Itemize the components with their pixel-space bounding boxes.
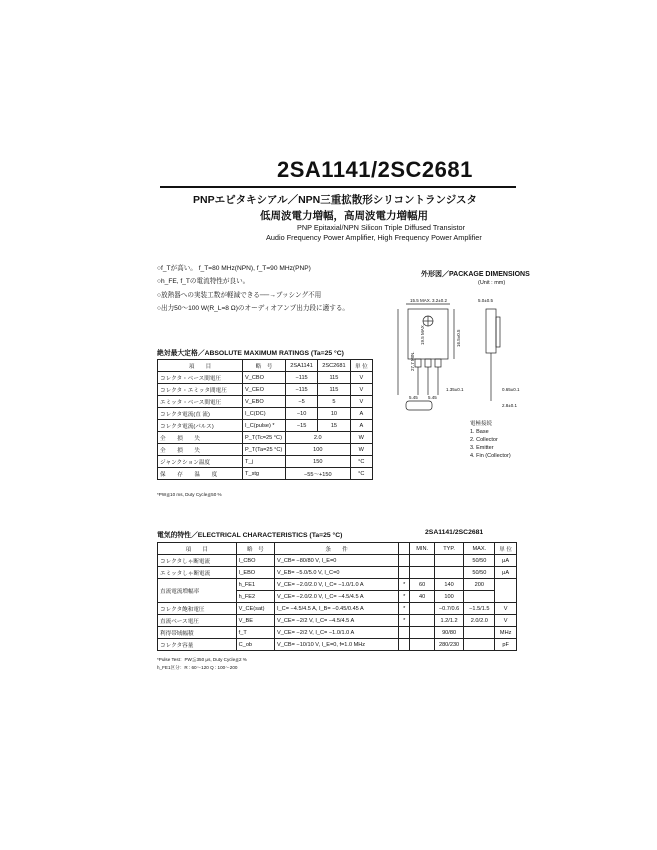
feature-item: ○出力50～100 W(R_L=8 Ω)のオーディオアンプ出力段に適する。 [157,304,350,312]
unit-cell: °C [350,468,372,480]
header-cell: 単 位 [495,543,517,555]
typ-cell: 90/80 [434,627,464,639]
header-cell: 単 位 [350,360,372,372]
symbol-cell: f_T [236,627,274,639]
pin-item: 4. Fin (Collector) [470,453,511,459]
package-unit: (Unit : mm) [478,280,506,286]
param-cell: 保 存 温 度 [158,468,243,480]
max-cell: 50/50 [464,555,495,567]
symbol-cell: I_C(DC) [243,408,286,420]
table-row [158,615,517,627]
table-row [158,579,517,591]
dim-label: 19.5 MAX. [420,323,425,345]
subtitle-en1: PNP Epitaxial/NPN Silicon Triple Diffused Transistor [297,223,466,232]
dim-label: 3.2±0.2 [432,298,447,303]
unit-cell [495,579,517,603]
symbol-cell: h_FE2 [236,591,274,603]
symbol-cell: h_FE1 [236,579,274,591]
elec-title: 電気的特性／ELECTRICAL CHARACTERISTICS (Ta=25 °C) [157,532,343,539]
lead-shoulder [415,359,421,367]
param-cell: 直流ベース電圧 [158,615,237,627]
pin-legend-title: 電極接続 [470,421,493,427]
table-row [158,384,373,396]
value-cell: −115 [285,384,317,396]
unit-cell: μA [495,555,517,567]
header-cell: 2SC2681 [318,360,350,372]
dim-label: 15.5 MAX. [410,298,432,303]
header-cell: 条 件 [275,543,399,555]
value-cell: 100 [285,444,350,456]
max-cell: 2.0/2.0 [464,615,495,627]
table-row [158,567,517,579]
min-cell: 60 [410,579,434,591]
table-header-row [158,360,373,372]
unit-cell: W [350,444,372,456]
mark-cell [399,627,410,639]
abs-note: *PW≦10 ms, Duty Cycle≦50 % [157,492,222,497]
param-cell: エミッタ・ベース間電圧 [158,396,243,408]
symbol-cell: V_EBO [243,396,286,408]
header-cell: MIN. [410,543,434,555]
table-row [158,432,373,444]
typ-cell: −0.7/0.6 [434,603,464,615]
dim-label: 5.45 [428,395,437,400]
param-cell: ジャンクション温度 [158,456,243,468]
table-row [158,468,373,480]
mark-cell: * [399,579,410,591]
elec-part: 2SA1141/2SC2681 [425,529,484,536]
symbol-cell: C_ob [236,639,274,651]
page-title: 2SA1141/2SC2681 [277,157,473,182]
table-row [158,456,373,468]
value-cell: 5 [318,396,350,408]
subtitle-en2: Audio Frequency Power Amplifier, High Frequency Power Amplifier [266,233,482,242]
header-cell: 略 号 [236,543,274,555]
dim-label: 16.5±0.5 [456,329,461,347]
subtitle-jp: PNPエピタキシアル／NPN三重拡散形シリコントランジスタ [193,194,477,206]
lead-shoulder [435,359,441,367]
package-title: 外形図／PACKAGE DIMENSIONS [421,271,530,278]
unit-cell: A [350,420,372,432]
value-cell: 2.0 [285,432,350,444]
typ-cell: 280/230 [434,639,464,651]
condition-cell: V_CE= −2/2 V, I_C= −1.0/1.0 A [275,627,399,639]
param-cell: コレクタ・エミッタ間電圧 [158,384,243,396]
unit-cell: μA [495,567,517,579]
header-cell: 項 目 [158,543,237,555]
unit-cell: V [350,396,372,408]
max-cell: −1.5/1.5 [464,603,495,615]
max-cell [464,627,495,639]
header-cell: MAX. [464,543,495,555]
value-cell: −5 [285,396,317,408]
symbol-cell: V_CEO [243,384,286,396]
unit-cell: V [350,372,372,384]
param-cell: 直流電流増幅率 [158,579,237,603]
symbol-cell: T_stg [243,468,286,480]
title-rule [160,186,516,188]
table-row [158,627,517,639]
value-cell: −55～+150 [285,468,350,480]
typ-cell [434,567,464,579]
unit-cell: pF [495,639,517,651]
value-cell: 15 [318,420,350,432]
min-cell [410,567,434,579]
unit-cell: MHz [495,627,517,639]
feature-list [157,262,349,315]
symbol-cell: I_CBO [236,555,274,567]
subtitle-jp2: 低周波電力増幅，高周波電力増幅用 [260,210,428,222]
value-cell: 115 [318,384,350,396]
typ-cell [434,555,464,567]
mark-cell: * [399,615,410,627]
typ-cell: 1.2/1.2 [434,615,464,627]
elec-note-rank: h_FE1区分：R : 60～120 Q : 100～200 [157,665,238,670]
param-cell: コレクタ容量 [158,639,237,651]
param-cell: エミッタしゃ断電流 [158,567,237,579]
max-cell: 200 [464,579,495,591]
value-cell: 10 [318,408,350,420]
side-fin [496,317,500,347]
table-header-row [158,543,517,555]
mark-cell: * [399,603,410,615]
param-cell: コレクタ・ベース間電圧 [158,372,243,384]
min-cell [410,555,434,567]
value-cell: −115 [285,372,317,384]
lead-shoulder [425,359,431,367]
min-cell [410,627,434,639]
min-cell [410,639,434,651]
condition-cell: V_CB= −10/10 V, I_E=0, f=1.0 MHz [275,639,399,651]
mark-cell [399,567,410,579]
pin-item: 1. Base [470,429,489,435]
mark-cell [399,555,410,567]
feature-item: ○放熱器への実装工数が軽減できる──→ブッシング不用 [157,291,322,299]
dim-label: 27.7 MIN. [410,351,415,371]
condition-cell: V_CE= −2.0/2.0 V, I_C= −4.5/4.5 A [275,591,399,603]
min-cell [410,603,434,615]
symbol-cell: T_j [243,456,286,468]
table-row [158,408,373,420]
mark-cell: * [399,591,410,603]
unit-cell: A [350,408,372,420]
symbol-cell: V_CBO [243,372,286,384]
table-row [158,420,373,432]
symbol-cell: I_C(pulse) * [243,420,286,432]
symbol-cell: V_BE [236,615,274,627]
dim-label: 0.65±0.1 [502,387,520,392]
symbol-cell: P_T(Ta=25 °C) [243,444,286,456]
table-row [158,372,373,384]
elec-note-pulse: *Pulse Test：PW≦350 μs, Duty Cycle≦2 % [157,657,247,662]
header-cell: 項 目 [158,360,243,372]
dim-label: 5.0±0.5 [478,298,493,303]
unit-cell: V [495,603,517,615]
header-cell: 略 号 [243,360,286,372]
condition-cell: V_CE= −2/2 V, I_C= −4.5/4.5 A [275,615,399,627]
table-row [158,639,517,651]
pin-legend [470,420,511,460]
side-body [486,309,496,353]
typ-cell: 140 [434,579,464,591]
abs-ratings-table [157,359,373,480]
max-cell: 50/50 [464,567,495,579]
feature-item: ○h_FE, f_Tの電流特性が良い。 [157,278,250,286]
dim-label: 2.8±0.1 [502,403,517,408]
typ-cell: 100 [434,591,464,603]
dim-label: 5.45 [409,395,418,400]
param-cell: コレクタしゃ断電流 [158,555,237,567]
value-cell: 150 [285,456,350,468]
condition-cell: V_EB= −5.0/5.0 V, I_C=0 [275,567,399,579]
max-cell [464,639,495,651]
param-cell: コレクタ電流(直 流) [158,408,243,420]
min-cell [410,615,434,627]
table-row [158,603,517,615]
value-cell: −10 [285,408,317,420]
param-cell: コレクタ飽和電圧 [158,603,237,615]
condition-cell: V_CB= −80/80 V, I_E=0 [275,555,399,567]
param-cell: コレクタ電流(パルス) [158,420,243,432]
param-cell: 全 損 失 [158,432,243,444]
table-row [158,444,373,456]
param-cell: 利得帯域幅積 [158,627,237,639]
symbol-cell: I_EBO [236,567,274,579]
table-row [158,396,373,408]
symbol-cell: P_T(Tc=25 °C) [243,432,286,444]
unit-cell: V [495,615,517,627]
abs-ratings-title: 絶対最大定格／ABSOLUTE MAXIMUM RATINGS (Ta=25 °C) [157,350,344,357]
header-cell: 2SA1141 [285,360,317,372]
dim-label: 1.35±0.1 [446,387,464,392]
header-cell [399,543,410,555]
pin-item: 2. Collector [470,437,498,443]
unit-cell: °C [350,456,372,468]
bottom-view [406,401,432,410]
value-cell: 115 [318,372,350,384]
pin-item: 3. Emitter [470,445,494,451]
max-cell [464,591,495,603]
package-drawing [384,293,534,418]
feature-item: ○f_Tが高い。 f_T=80 MHz(NPN), f_T=90 MHz(PNP) [157,265,311,272]
mark-cell [399,639,410,651]
value-cell: −15 [285,420,317,432]
param-cell: 全 損 失 [158,444,243,456]
symbol-cell: V_CE(sat) [236,603,274,615]
unit-cell: W [350,432,372,444]
unit-cell: V [350,384,372,396]
elec-table [157,542,517,651]
min-cell: 40 [410,591,434,603]
condition-cell: V_CE= −2.0/2.0 V, I_C= −1.0/1.0 A [275,579,399,591]
condition-cell: I_C= −4.5/4.5 A, I_B= −0.45/0.45 A [275,603,399,615]
table-row [158,555,517,567]
header-cell: TYP. [434,543,464,555]
